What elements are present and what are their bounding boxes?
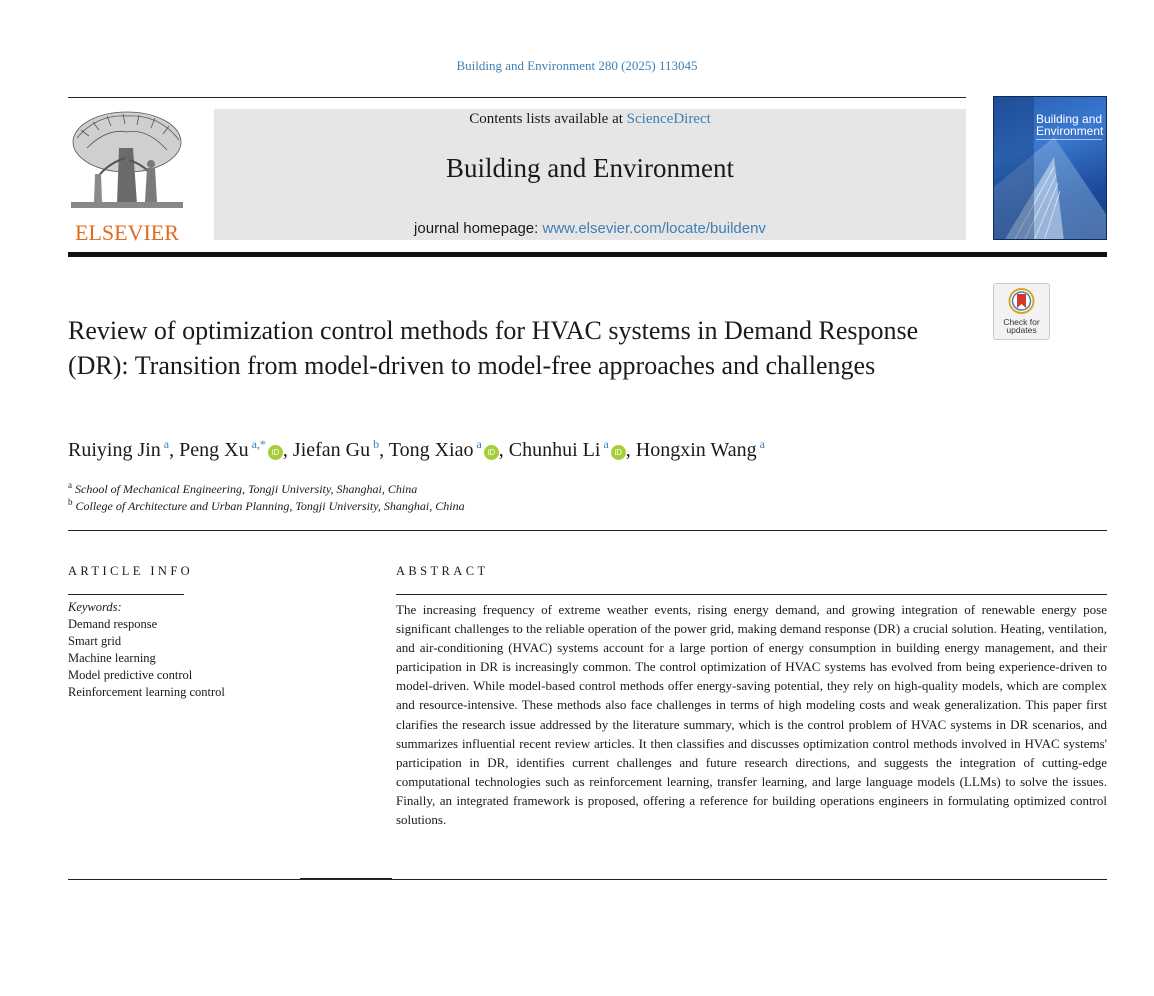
abstract-bottom-rule-accent bbox=[300, 878, 392, 880]
journal-cover-thumbnail[interactable] bbox=[993, 96, 1107, 240]
elsevier-wordmark: ELSEVIER bbox=[75, 220, 179, 245]
abstract-text: The increasing frequency of extreme weather events, rising energy demand, and growing integration of renewable energy pose significant challenges to the reliable operation of the power grid, making demand response (DR) a crucial solution. Heating, ventilation, and air-conditioning (HVAC) systems account for a large portion of energy consumption in building energy management, and their participation in DR is increasingly common. The control optimization of HVAC systems has evolved from being experience-driven to model-driven. While model-based control methods offer energy-saving potential, they rely on high-quality models, which are complex and resource-intensive. These methods also face challenges in terms of high modeling costs and weak generalization. This paper first clarifies the research issue addressed by the literature summary, which is the control problem of HVAC systems in DR scenarios, and summarizes influential recent review articles. It then classifies and discusses optimization control methods involved in HVAC systems' participation in DR, identifies current challenges and future research directions, and suggests the integration of cutting-edge computational technologies such as reinforcement learning, transfer learning, and large language models (LLMs) to solve the issues. Finally, an integrated framework is proposed, offering a reference for building operations engineers in formulating optimized control solutions. bbox=[396, 602, 1107, 828]
keyword: Smart grid bbox=[68, 634, 122, 648]
orcid-icon[interactable]: iD bbox=[611, 445, 626, 460]
article-info-rule bbox=[68, 594, 184, 595]
contents-line bbox=[214, 111, 966, 128]
author-name[interactable]: Chunhui Li bbox=[508, 439, 601, 461]
author-affiliation-mark[interactable]: a bbox=[759, 437, 765, 451]
article-info-heading: ARTICLE INFO bbox=[68, 564, 194, 578]
author-affiliation-mark[interactable]: b bbox=[373, 437, 380, 451]
keyword: Machine learning bbox=[68, 651, 156, 665]
homepage-line bbox=[214, 220, 966, 237]
author-separator: , bbox=[379, 439, 389, 461]
author[interactable] bbox=[509, 439, 626, 461]
cover-subtitle-lines bbox=[1036, 139, 1102, 154]
journal-masthead bbox=[214, 109, 966, 240]
journal-citation[interactable]: Building and Environment 280 (2025) 113045 bbox=[456, 58, 698, 73]
keyword: Demand response bbox=[68, 617, 158, 631]
keywords-block bbox=[68, 599, 225, 701]
keyword: Model predictive control bbox=[68, 668, 193, 682]
author[interactable] bbox=[636, 439, 765, 461]
article-title: Review of optimization control methods for HVAC systems in Demand Response (DR): Transition from model-driven to model-free approaches and challenges bbox=[68, 316, 919, 380]
author-name[interactable]: Jiefan Gu bbox=[292, 439, 371, 461]
homepage-prefix: journal homepage: bbox=[414, 220, 543, 237]
abstract-heading: ABSTRACT bbox=[396, 564, 489, 578]
author-affiliation-mark[interactable]: a,* bbox=[251, 437, 266, 451]
check-for-updates-label: Check for updates bbox=[1003, 317, 1040, 335]
author-name[interactable]: Peng Xu bbox=[179, 439, 249, 461]
orcid-icon[interactable]: iD bbox=[268, 445, 283, 460]
orcid-icon[interactable]: iD bbox=[484, 445, 499, 460]
author-affiliation-mark[interactable]: a bbox=[476, 437, 482, 451]
contents-prefix: Contents lists available at bbox=[469, 111, 627, 127]
journal-title: Building and Environment bbox=[446, 153, 734, 183]
abstract-top-rule bbox=[396, 594, 1107, 595]
author-name[interactable]: Hongxin Wang bbox=[635, 439, 757, 461]
bookmark-icon bbox=[994, 284, 1049, 318]
affiliation-a: $^a$ School of Mechanical Engineering, Tongji University, Shanghai, China bbox=[68, 480, 418, 496]
author[interactable] bbox=[389, 439, 499, 461]
abstract-bottom-rule bbox=[68, 879, 1107, 880]
author[interactable] bbox=[68, 439, 169, 461]
author[interactable] bbox=[179, 439, 283, 461]
sciencedirect-link[interactable]: ScienceDirect bbox=[626, 111, 711, 127]
keyword: Reinforcement learning control bbox=[68, 685, 225, 699]
author-separator: , bbox=[282, 439, 293, 461]
author-separator: , bbox=[625, 439, 636, 461]
author-affiliation-mark[interactable]: a bbox=[603, 437, 609, 451]
elsevier-tree-icon bbox=[67, 108, 187, 214]
header-bottom-rule bbox=[68, 252, 1107, 257]
author-list bbox=[68, 437, 765, 462]
author-affiliation-mark[interactable]: a bbox=[163, 437, 170, 451]
header-top-rule bbox=[68, 97, 966, 98]
homepage-link[interactable]: www.elsevier.com/locate/buildenv bbox=[542, 220, 766, 237]
cover-title: Building and Environment bbox=[1036, 112, 1104, 138]
info-top-rule bbox=[68, 530, 1107, 531]
elsevier-logo[interactable] bbox=[67, 108, 187, 245]
author-separator: , bbox=[498, 439, 509, 461]
author[interactable] bbox=[293, 439, 379, 461]
author-name[interactable]: Tong Xiao bbox=[388, 439, 474, 461]
affiliation-b: $^b$ College of Architecture and Urban Planning, Tongji University, Shanghai, China bbox=[68, 497, 465, 513]
author-separator: , bbox=[169, 439, 180, 461]
check-for-updates-badge[interactable] bbox=[993, 283, 1050, 340]
keywords-label: Keywords: bbox=[68, 600, 122, 614]
author-name[interactable]: Ruiying Jin bbox=[68, 439, 161, 461]
